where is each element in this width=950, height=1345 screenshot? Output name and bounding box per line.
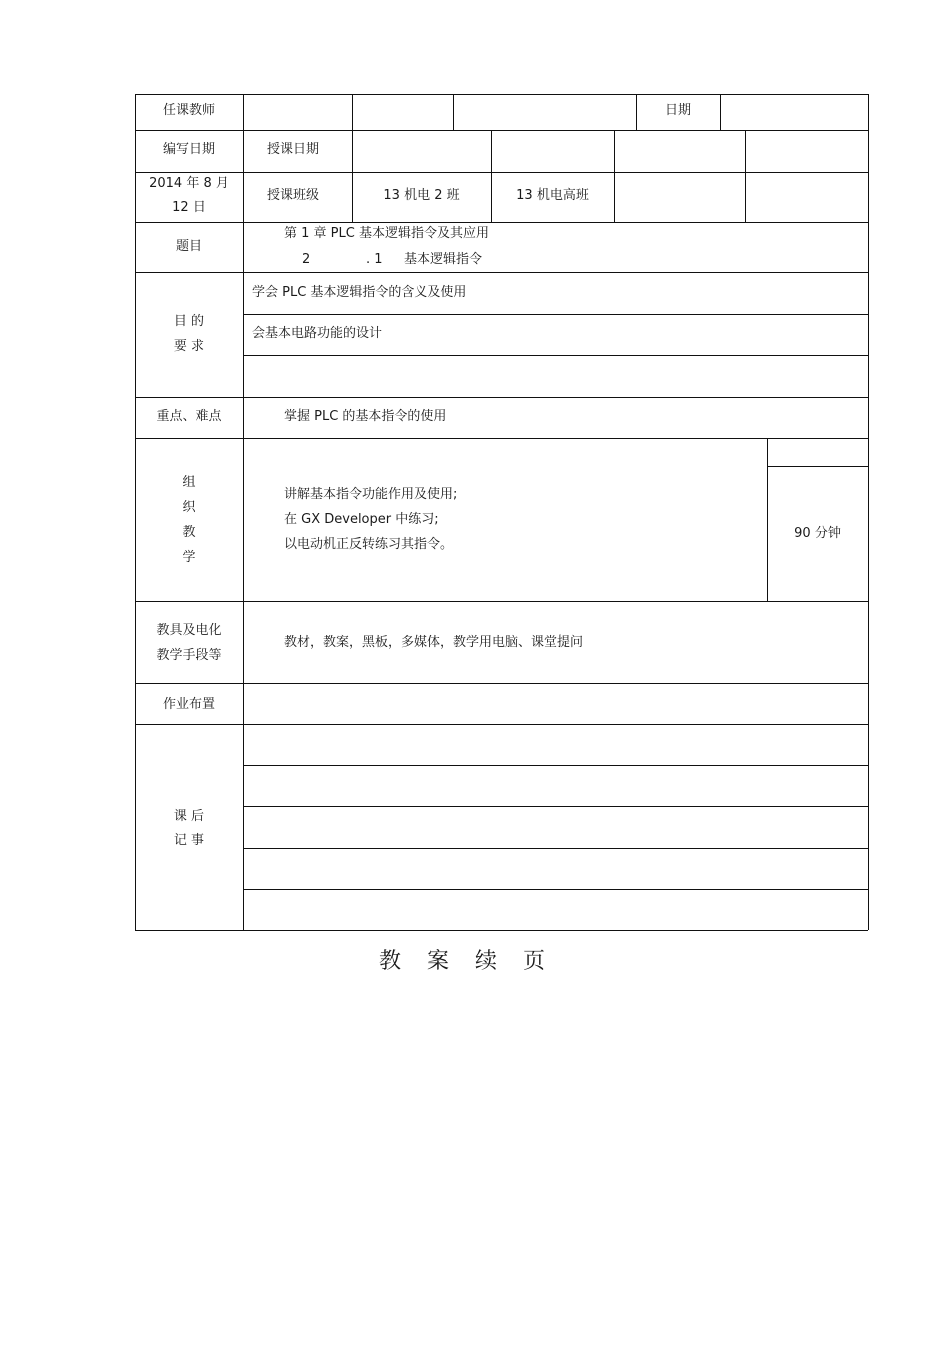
key-points-label: 重点、难点 xyxy=(156,409,222,424)
topic-subsection-number: . 1 xyxy=(366,252,383,267)
tools-value: 教材，教案，黑板，多媒体，教学用电脑、课堂提问 xyxy=(284,635,584,650)
teacher-label: 任课教师 xyxy=(162,103,215,118)
organization-label-char: 织 xyxy=(182,500,196,515)
objectives-label-line2: 要 求 xyxy=(173,339,205,354)
notes-label-line2: 记 事 xyxy=(173,833,205,848)
tools-label-line2: 教学手段等 xyxy=(156,648,222,663)
homework-label: 作业布置 xyxy=(162,697,215,712)
class-1: 13 机电 2 班 xyxy=(383,188,460,203)
duration-value: 90 分钟 xyxy=(794,526,841,541)
organization-label-char: 组 xyxy=(182,475,196,490)
topic-section-number: 2 xyxy=(302,252,311,267)
tools-label-line1: 教具及电化 xyxy=(156,623,222,638)
date-label: 日期 xyxy=(664,103,691,118)
organization-line: 讲解基本指令功能作用及使用; xyxy=(284,487,458,502)
compile-date-label: 编写日期 xyxy=(162,142,215,157)
objective-item: 会基本电路功能的设计 xyxy=(252,326,383,341)
teach-date-label: 授课日期 xyxy=(266,142,319,157)
compile-date-value-line1: 2014 年 8 月 xyxy=(149,176,229,191)
key-points-value: 掌握 PLC 的基本指令的使用 xyxy=(284,409,447,424)
organization-line: 在 GX Developer 中练习; xyxy=(284,512,439,527)
organization-line: 以电动机正反转练习其指令。 xyxy=(284,537,454,552)
objective-item: 学会 PLC 基本逻辑指令的含义及使用 xyxy=(252,285,467,300)
continuation-page-title: 教案续页 xyxy=(378,949,571,974)
organization-label-char: 学 xyxy=(182,550,196,565)
topic-label: 题目 xyxy=(175,239,202,254)
topic-section-title: 基本逻辑指令 xyxy=(404,252,483,267)
organization-label-char: 教 xyxy=(182,525,196,540)
objectives-label-line1: 目 的 xyxy=(173,314,205,329)
compile-date-value-line2: 12 日 xyxy=(172,200,206,215)
class-label: 授课班级 xyxy=(266,188,319,203)
topic-line1: 第 1 章 PLC 基本逻辑指令及其应用 xyxy=(284,226,489,241)
notes-label-line1: 课 后 xyxy=(173,809,205,824)
class-2: 13 机电高班 xyxy=(516,188,589,203)
